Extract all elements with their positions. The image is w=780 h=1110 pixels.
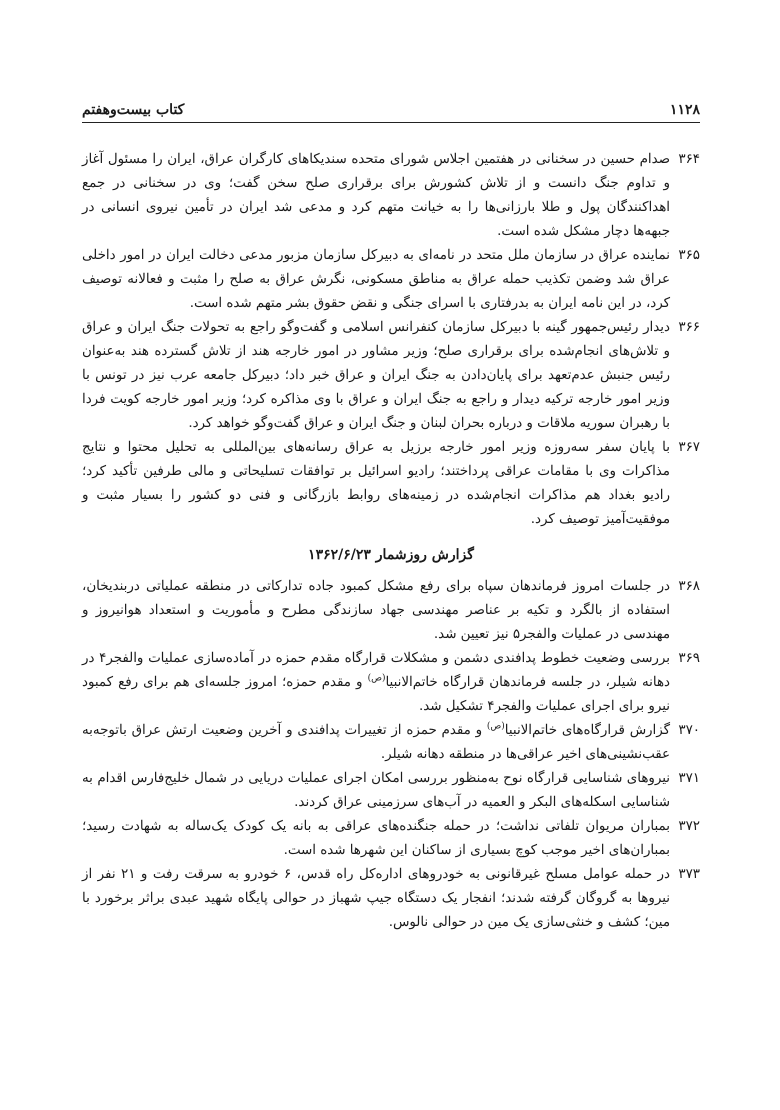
entry-text: با پایان سفر سه‌روزه وزیر امور خارجه برزیل به عراق رسانه‌های بین‌المللی به تحلیل محتوا و نتایج مذاکرات وی با مقامات عراقی پرداختند؛ رادیو اسرائیل بر توافقات تسلیحاتی و مالی طرفین تأکید کرد؛ رادیو بغداد هم مذاکرات انجام‌شده در زمینه‌های روابط بازرگانی و فنی دو کشور را بسیار مثبت و موفقیت‌آمیز توصیف کرد. xyxy=(82,440,670,527)
entry-text: دیدار رئیس‌جمهور گینه با دبیرکل سازمان کنفرانس اسلامی و گفت‌وگو راجع به تحولات جنگ ایران و عراق و تلاش‌های انجام‌شده برای برقراری صلح؛ وزیر مشاور در امور خارجه هند از تلاش گسترده هند به‌عنوان رئیس جنبش عدم‌تعهد برای پایان‌دادن به جنگ ایران و عراق خبر داد؛ دبیرکل جامعه عرب نیز در تونس با وزیر امور خارجه ترکیه دیدار و راجع به جنگ ایران و عراق با وی مذاکره کرد؛ وزیر امور خارجه کویت فردا با رهبران سوریه ملاقات و درباره بحران لبنان و جنگ ایران و عراق گفت‌وگو خواهد کرد. xyxy=(82,320,670,431)
entry-text: بمباران مریوان تلفاتی نداشت؛ در حمله جنگنده‌های عراقی به بانه یک کودک یک‌ساله به شهادت رسید؛ بمباران‌های اخیر موجب کوچ بسیاری از ساکنان این شهرها شده است. xyxy=(82,819,670,858)
entry-number: ۳۶۷ xyxy=(678,440,700,455)
entry xyxy=(82,436,700,532)
entry-number: ۳۷۰ xyxy=(678,723,700,738)
entry xyxy=(82,316,700,436)
entry-number: ۳۷۱ xyxy=(678,771,700,786)
entry-text: در حمله عوامل مسلح غیرقانونی به خودروهای اداره‌کل راه قدس، ۶ خودرو به سرقت رفت و ۲۱ نفر از نیروها به گروگان گرفته شدند؛ انفجار یک دستگاه جیپ شهباز در حوالی پایگاه شهید عبدی براثر برخورد با مین؛ کشف و خنثی‌سازی یک مین در حوالی نالوس. xyxy=(82,867,670,930)
entry xyxy=(82,244,700,316)
entry xyxy=(82,148,700,244)
entry-number: ۳۶۹ xyxy=(678,651,700,666)
entry-text: گزارش قرارگاه‌های خاتم‌الانبیا$^{(ص)}$ و مقدم حمزه از تغییرات پدافندی و آخرین وضعیت ارتش عراق باتوجه‌به عقب‌نشینی‌های اخیر عراقی‌ها در منطقه دهانه شیلر. xyxy=(82,721,670,762)
honorific-superscript: (ص) xyxy=(367,673,386,684)
entry-text: نماینده عراق در سازمان ملل متحد در نامه‌ای به دبیرکل سازمان مزبور مدعی دخالت ایران در امور داخلی عراق شد وضمن تکذیب حمله عراق به مناطق مسکونی، نگرش عراق به صلح را مثبت و فعالانه توصیف کرد، در این نامه ایران به بدرفتاری با اسرای جنگی و نقض حقوق بشر متهم شده است. xyxy=(82,248,670,311)
entry-text: نیروهای شناسایی قرارگاه نوح به‌منظور بررسی امکان اجرای عملیات دریایی در شمال خلیج‌فارس اقدام به شناسایی اسکله‌های البکر و العمیه در آب‌های سرزمینی عراق کردند. xyxy=(82,771,670,810)
entry-number: ۳۷۳ xyxy=(678,867,700,882)
entry xyxy=(82,863,700,935)
entry-number: ۳۷۲ xyxy=(678,819,700,834)
entry xyxy=(82,647,700,719)
honorific-superscript: (ص) xyxy=(486,721,505,732)
page-number: ۱۱۲۸ xyxy=(669,102,700,118)
entry-number: ۳۶۴ xyxy=(678,152,700,167)
entry-number: ۳۶۸ xyxy=(678,579,700,594)
section-title: گزارش روزشمار ۱۳۶۲/۶/۲۳ xyxy=(308,547,474,563)
entry xyxy=(82,719,700,767)
entry-number: ۳۶۶ xyxy=(678,320,700,335)
page-header xyxy=(82,96,700,118)
entry-text: در جلسات امروز فرماندهان سپاه برای رفع مشکل کمبود جاده تدارکاتی در منطقه عملیاتی دربندیخان، استفاده از بالگرد و تکیه بر عناصر مهندسی جهاد سازندگی مطرح و مأموریت و استعداد هوانیروز و مهندسی در عملیات والفجر۵ نیز تعیین شد. xyxy=(82,579,670,642)
entry xyxy=(82,815,700,863)
entry xyxy=(82,767,700,815)
page-content xyxy=(82,148,700,935)
entry xyxy=(82,575,700,647)
entry-text: بررسی وضعیت خطوط پدافندی دشمن و مشکلات قرارگاه مقدم حمزه در آماده‌سازی عملیات والفجر۴ در دهانه شیلر، در جلسه فرماندهان قرارگاه خاتم‌الانبیا$^{(ص)}$ و مقدم حمزه؛ امروز جلسه‌ای هم برای رفع کمبود نیرو برای اجرای عملیات والفجر۴ تشکیل شد. xyxy=(82,651,670,714)
entry-text: صدام حسین در سخنانی در هفتمین اجلاس شورای متحده سندیکاهای کارگران عراق، ایران را مسئول آغاز و تداوم جنگ دانست و از تلاش کشورش برای برقراری صلح سخن گفت؛ وی در سخنانی در جمع اهداکنندگان پول و طلا بارزانی‌ها را به خیانت متهم کرد و مدعی شد ایران در تأمین نیروی انسانی در جبهه‌ها دچار مشکل شده است. xyxy=(82,152,670,239)
book-title: کتاب بیست‌وهفتم xyxy=(82,102,185,118)
entry-number: ۳۶۵ xyxy=(678,248,700,263)
header-rule xyxy=(82,122,700,123)
